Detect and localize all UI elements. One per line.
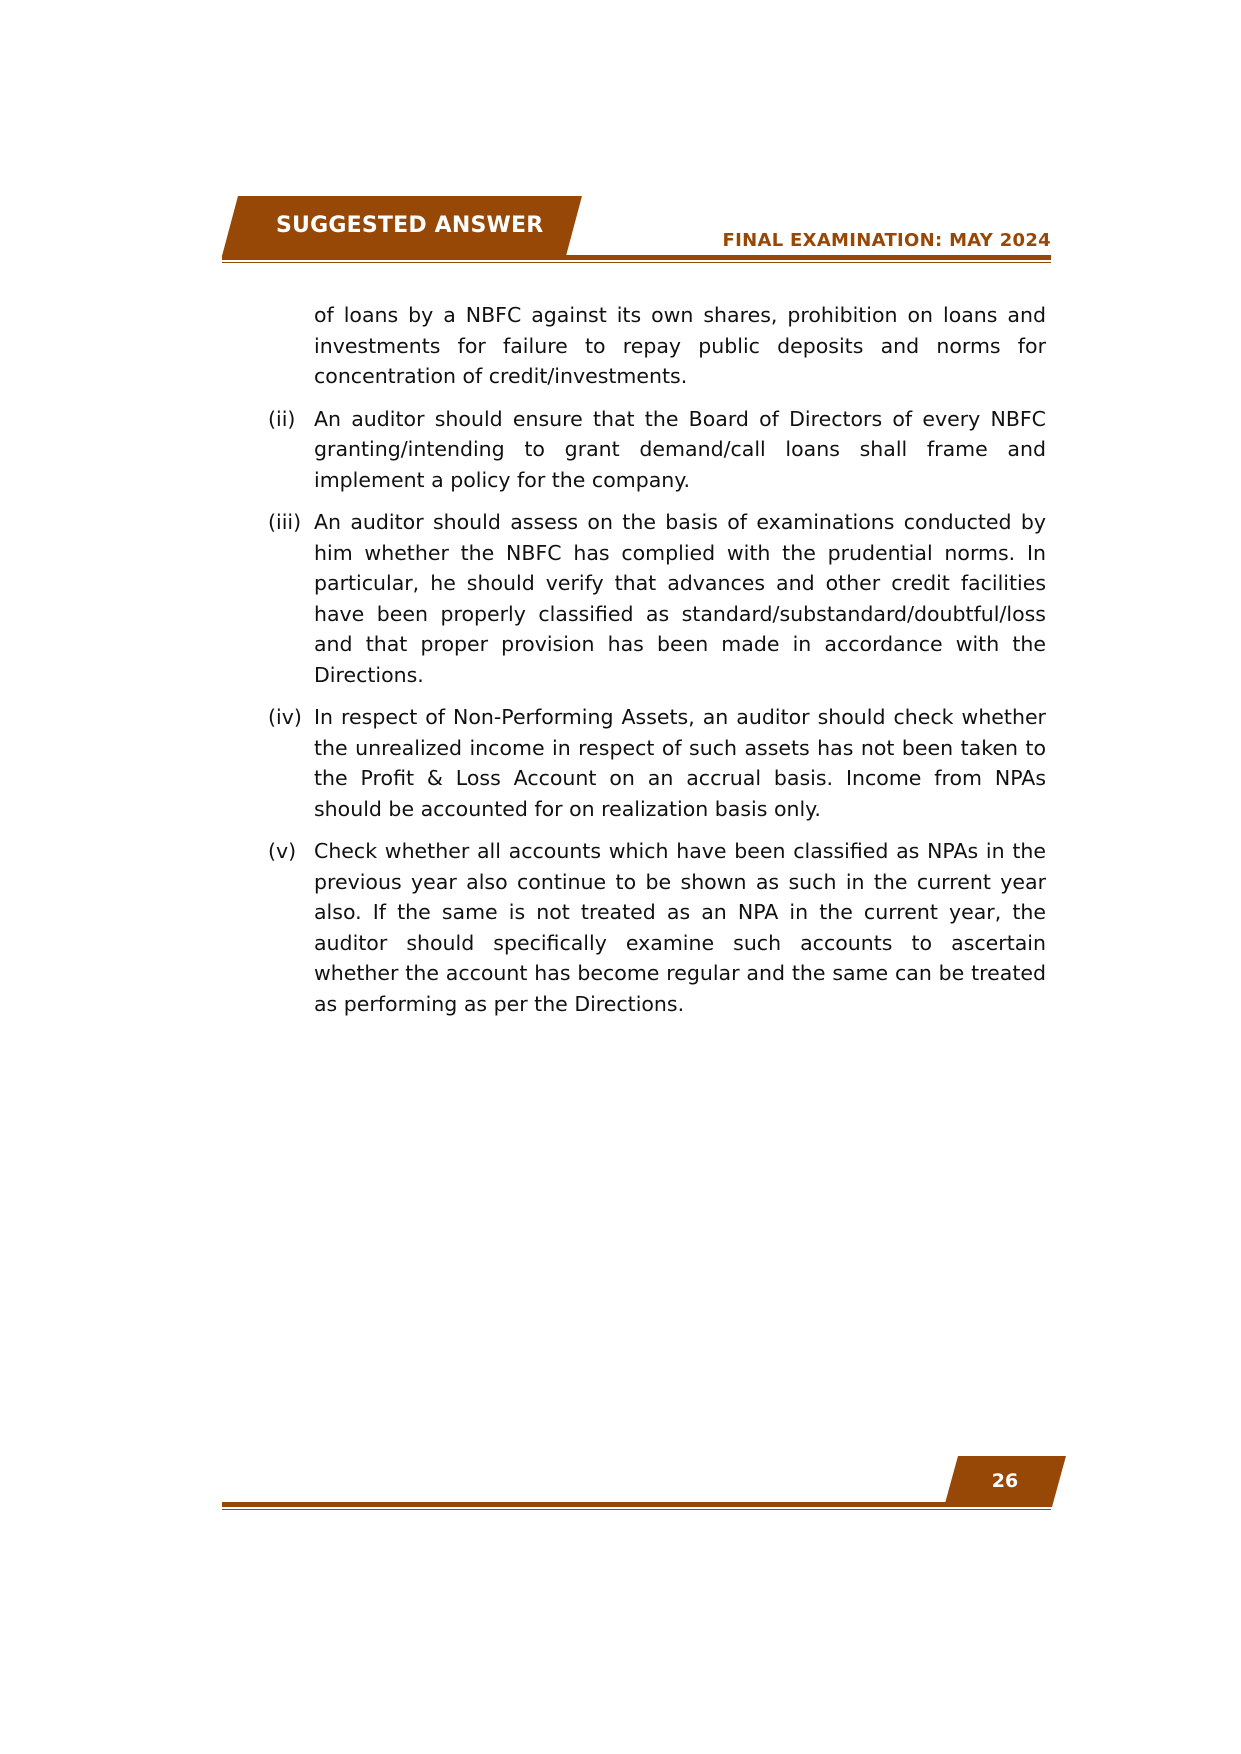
list-item-label: (iv) bbox=[268, 705, 302, 729]
page-number: 26 bbox=[991, 1470, 1019, 1492]
continuation-paragraph: of loans by a NBFC against its own shares, prohibition on loans and investments for failure to repay public deposits and norms for concentration of credit/investments. bbox=[314, 303, 1046, 388]
list-item bbox=[268, 404, 1046, 496]
list-item bbox=[268, 507, 1046, 690]
list-item-label: (v) bbox=[268, 839, 297, 863]
list-item-text: In respect of Non-Performing Assets, an auditor should check whether the unrealized income in respect of such assets has not been taken to the Profit & Loss Account on an accrual basis. Income from NPAs should be accounted for on realization basis only. bbox=[314, 705, 1046, 821]
list-item bbox=[268, 836, 1046, 1019]
header-rule-thick bbox=[222, 255, 1051, 260]
answer-body bbox=[268, 300, 1046, 1031]
list-item-label: (ii) bbox=[268, 406, 296, 431]
header-tab-label: SUGGESTED ANSWER bbox=[276, 213, 544, 238]
list-item-text: An auditor should assess on the basis of examinations conducted by him whether the NBFC has complied with the prudential norms. In particular, he should verify that advances and other credit facilities have been properly classified as standard/substandard/doubtful/loss and that proper provision has been made in accordance with the Directions. bbox=[314, 510, 1046, 687]
list-item-label: (iii) bbox=[268, 510, 302, 534]
footer-rule-thin bbox=[222, 1509, 1051, 1510]
list-item-text: An auditor should ensure that the Board of Directors of every NBFC granting/intending to grant demand/call loans shall frame and implement a policy for the company. bbox=[314, 406, 1046, 492]
list-item-text: Check whether all accounts which have been classified as NPAs in the previous year also continue to be shown as such in the current year also. If the same is not treated as an NPA in the current year, the auditor should specifically examine such accounts to ascertain whether the account has become regular and the same can be treated as performing as per the Directions. bbox=[314, 839, 1046, 1016]
header-rule-thin bbox=[222, 262, 1051, 263]
footer-rule-thick bbox=[222, 1502, 1051, 1507]
exam-title: FINAL EXAMINATION: MAY 2024 bbox=[722, 230, 1051, 251]
list-item bbox=[268, 702, 1046, 824]
